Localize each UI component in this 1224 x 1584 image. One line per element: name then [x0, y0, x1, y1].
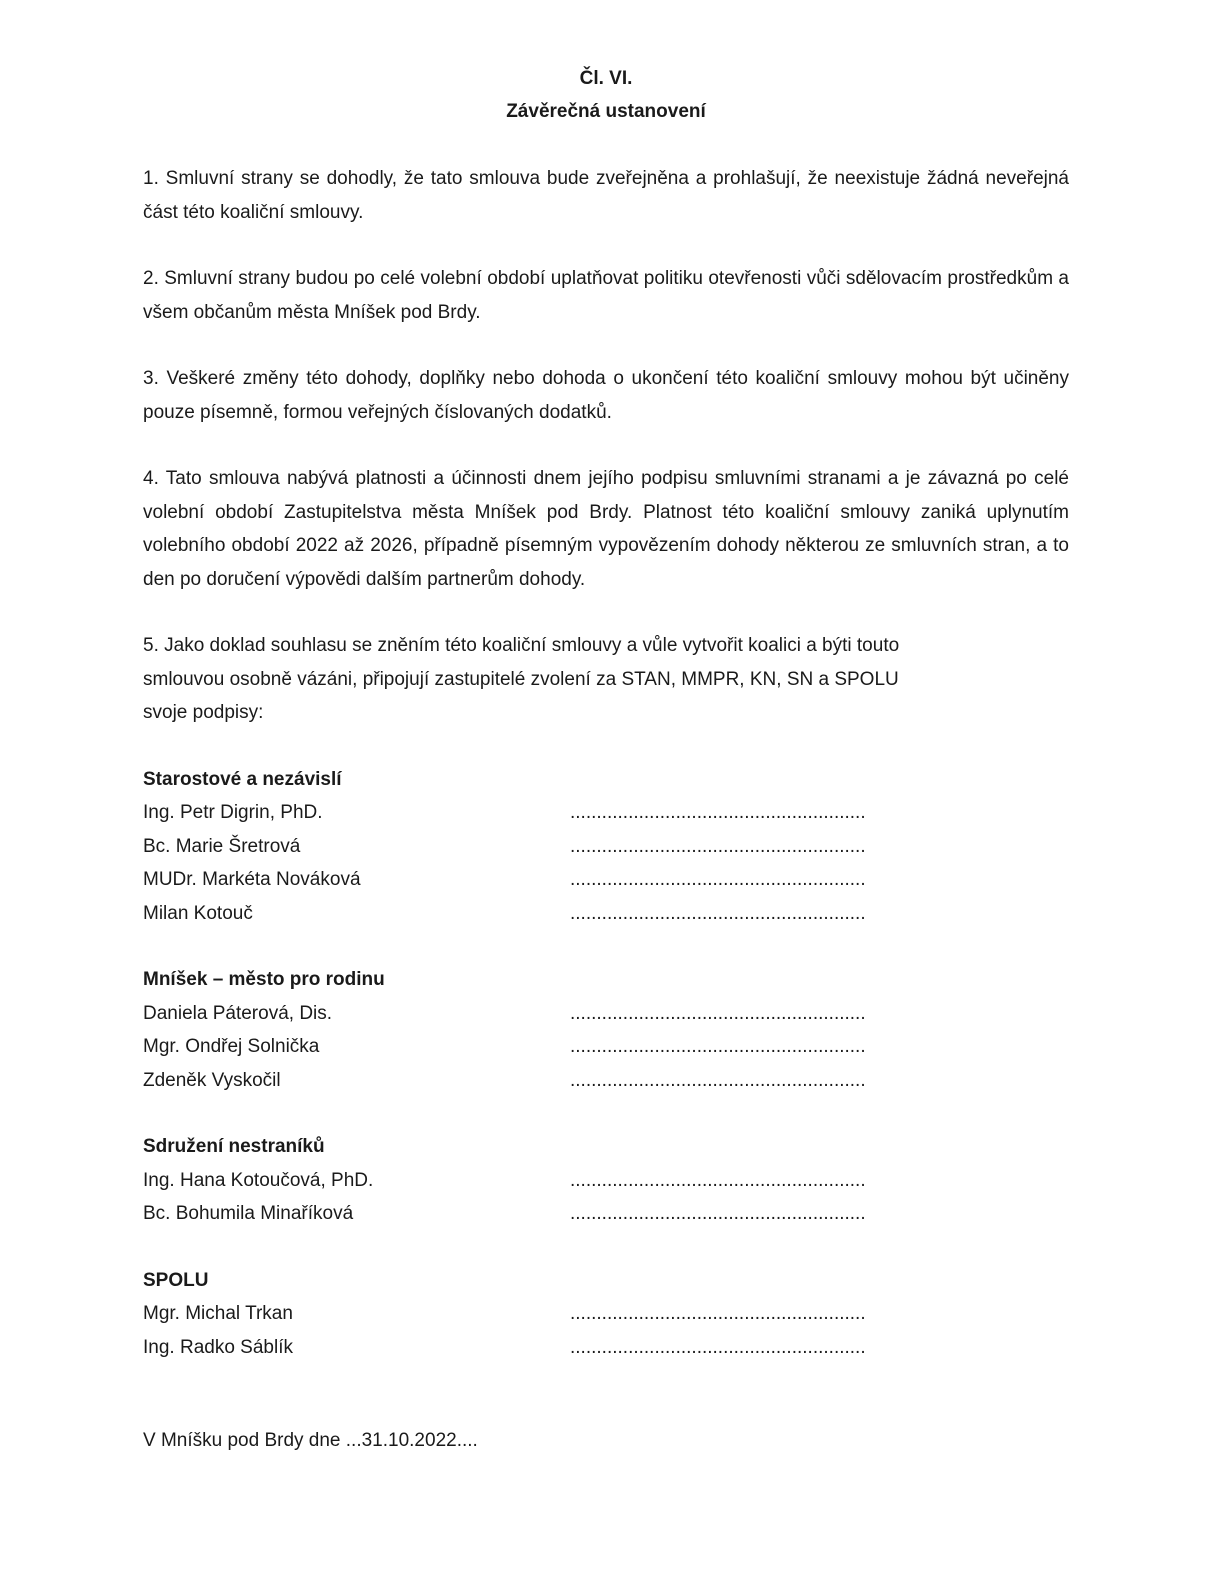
- paragraph-5: [143, 629, 1069, 730]
- paragraph-5-line-2: smlouvou osobně vázáni, připojují zastupitelé zvolení za STAN, MMPR, KN, SN a SPOLU: [143, 668, 899, 690]
- signature-row: [143, 796, 1069, 830]
- group-title: SPOLU: [143, 1269, 209, 1291]
- signature-line: ........................................................: [570, 835, 866, 857]
- signature-row: [143, 1297, 1069, 1331]
- section-header: [143, 62, 1069, 128]
- signature-row: [143, 863, 1069, 897]
- group-title: Starostové a nezávislí: [143, 768, 342, 790]
- signature-line: ........................................................: [570, 802, 866, 823]
- signatory-name: Bc. Bohumila Minaříková: [143, 1203, 354, 1224]
- signature-row: [143, 897, 1069, 931]
- signature-row: [143, 1197, 1069, 1231]
- document-page: [143, 62, 1069, 1458]
- signatory-name: Ing. Petr Digrin, PhD.: [143, 802, 323, 823]
- signature-group-mmpr: [143, 963, 1069, 1097]
- paragraph-5-line-1: 5. Jako doklad souhlasu se zněním této koaliční smlouvy a vůle vytvořit koalici a býti touto: [143, 635, 900, 656]
- article-number: Čl. VI.: [579, 68, 633, 89]
- paragraph-4: 4. Tato smlouva nabývá platnosti a účinnosti dnem jejího podpisu smluvními stranami a je závazná po celé volební období Zastupitelstva města Mníšek pod Brdy. Platnost této koaliční smlouvy zaniká uplynutím volebního období 2022 až 2026, případně písemným vypovězením dohody některou ze smluvních stran, a to den po doručení výpovědi dalším partnerům dohody.: [143, 468, 1069, 590]
- signature-line: ........................................................: [570, 1203, 866, 1224]
- signature-group-sn: [143, 1130, 1069, 1231]
- signature-line: ........................................................: [570, 869, 866, 890]
- signature-row: [143, 830, 1069, 864]
- paragraph-3: 3. Veškeré změny této dohody, doplňky nebo dohoda o ukončení této koaliční smlouvy mohou být učiněny pouze písemně, formou veřejných číslovaných dodatků.: [143, 368, 1069, 423]
- signatory-name: Zdeněk Vyskočil: [143, 1069, 281, 1091]
- signatory-name: Mgr. Michal Trkan: [143, 1303, 293, 1324]
- signatory-name: Milan Kotouč: [143, 902, 253, 924]
- signatory-name: Ing. Radko Sáblík: [143, 1336, 293, 1358]
- paragraph-5-line-3: svoje podpisy:: [143, 702, 264, 723]
- place-and-date: V Mníšku pod Brdy dne ...31.10.2022....: [143, 1430, 478, 1451]
- signatory-name: Daniela Páterová, Dis.: [143, 1002, 333, 1024]
- paragraph-1: 1. Smluvní strany se dohodly, že tato smlouva bude zveřejněna a prohlašují, že neexistuje žádná neveřejná část této koaliční smlouvy.: [143, 168, 1069, 223]
- signature-group-spolu: [143, 1264, 1069, 1365]
- group-title: Mníšek – město pro rodinu: [143, 969, 385, 990]
- signature-row: [143, 997, 1069, 1031]
- section-title: Závěrečná ustanovení: [506, 101, 706, 122]
- signature-row: [143, 1030, 1069, 1064]
- signature-line: ........................................................: [570, 1036, 866, 1057]
- signature-row: [143, 1331, 1069, 1365]
- paragraph-2: 2. Smluvní strany budou po celé volební období uplatňovat politiku otevřenosti vůči sdělovacím prostředkům a všem občanům města Mníšek pod Brdy.: [143, 268, 1069, 323]
- signature-line: ........................................................: [570, 1336, 866, 1358]
- signature-line: ........................................................: [570, 902, 866, 924]
- signatory-name: MUDr. Markéta Nováková: [143, 869, 361, 890]
- signature-row: [143, 1164, 1069, 1198]
- group-title: Sdružení nestraníků: [143, 1136, 325, 1157]
- signature-line: ........................................................: [570, 1002, 866, 1024]
- signature-line: ........................................................: [570, 1069, 866, 1091]
- signature-line: ........................................................: [570, 1303, 866, 1324]
- signature-row: [143, 1064, 1069, 1098]
- signature-line: ........................................................: [570, 1169, 866, 1191]
- signatory-name: Bc. Marie Šretrová: [143, 835, 301, 857]
- signatory-name: Ing. Hana Kotoučová, PhD.: [143, 1169, 374, 1191]
- signatory-name: Mgr. Ondřej Solnička: [143, 1036, 320, 1057]
- signature-group-stan: [143, 763, 1069, 931]
